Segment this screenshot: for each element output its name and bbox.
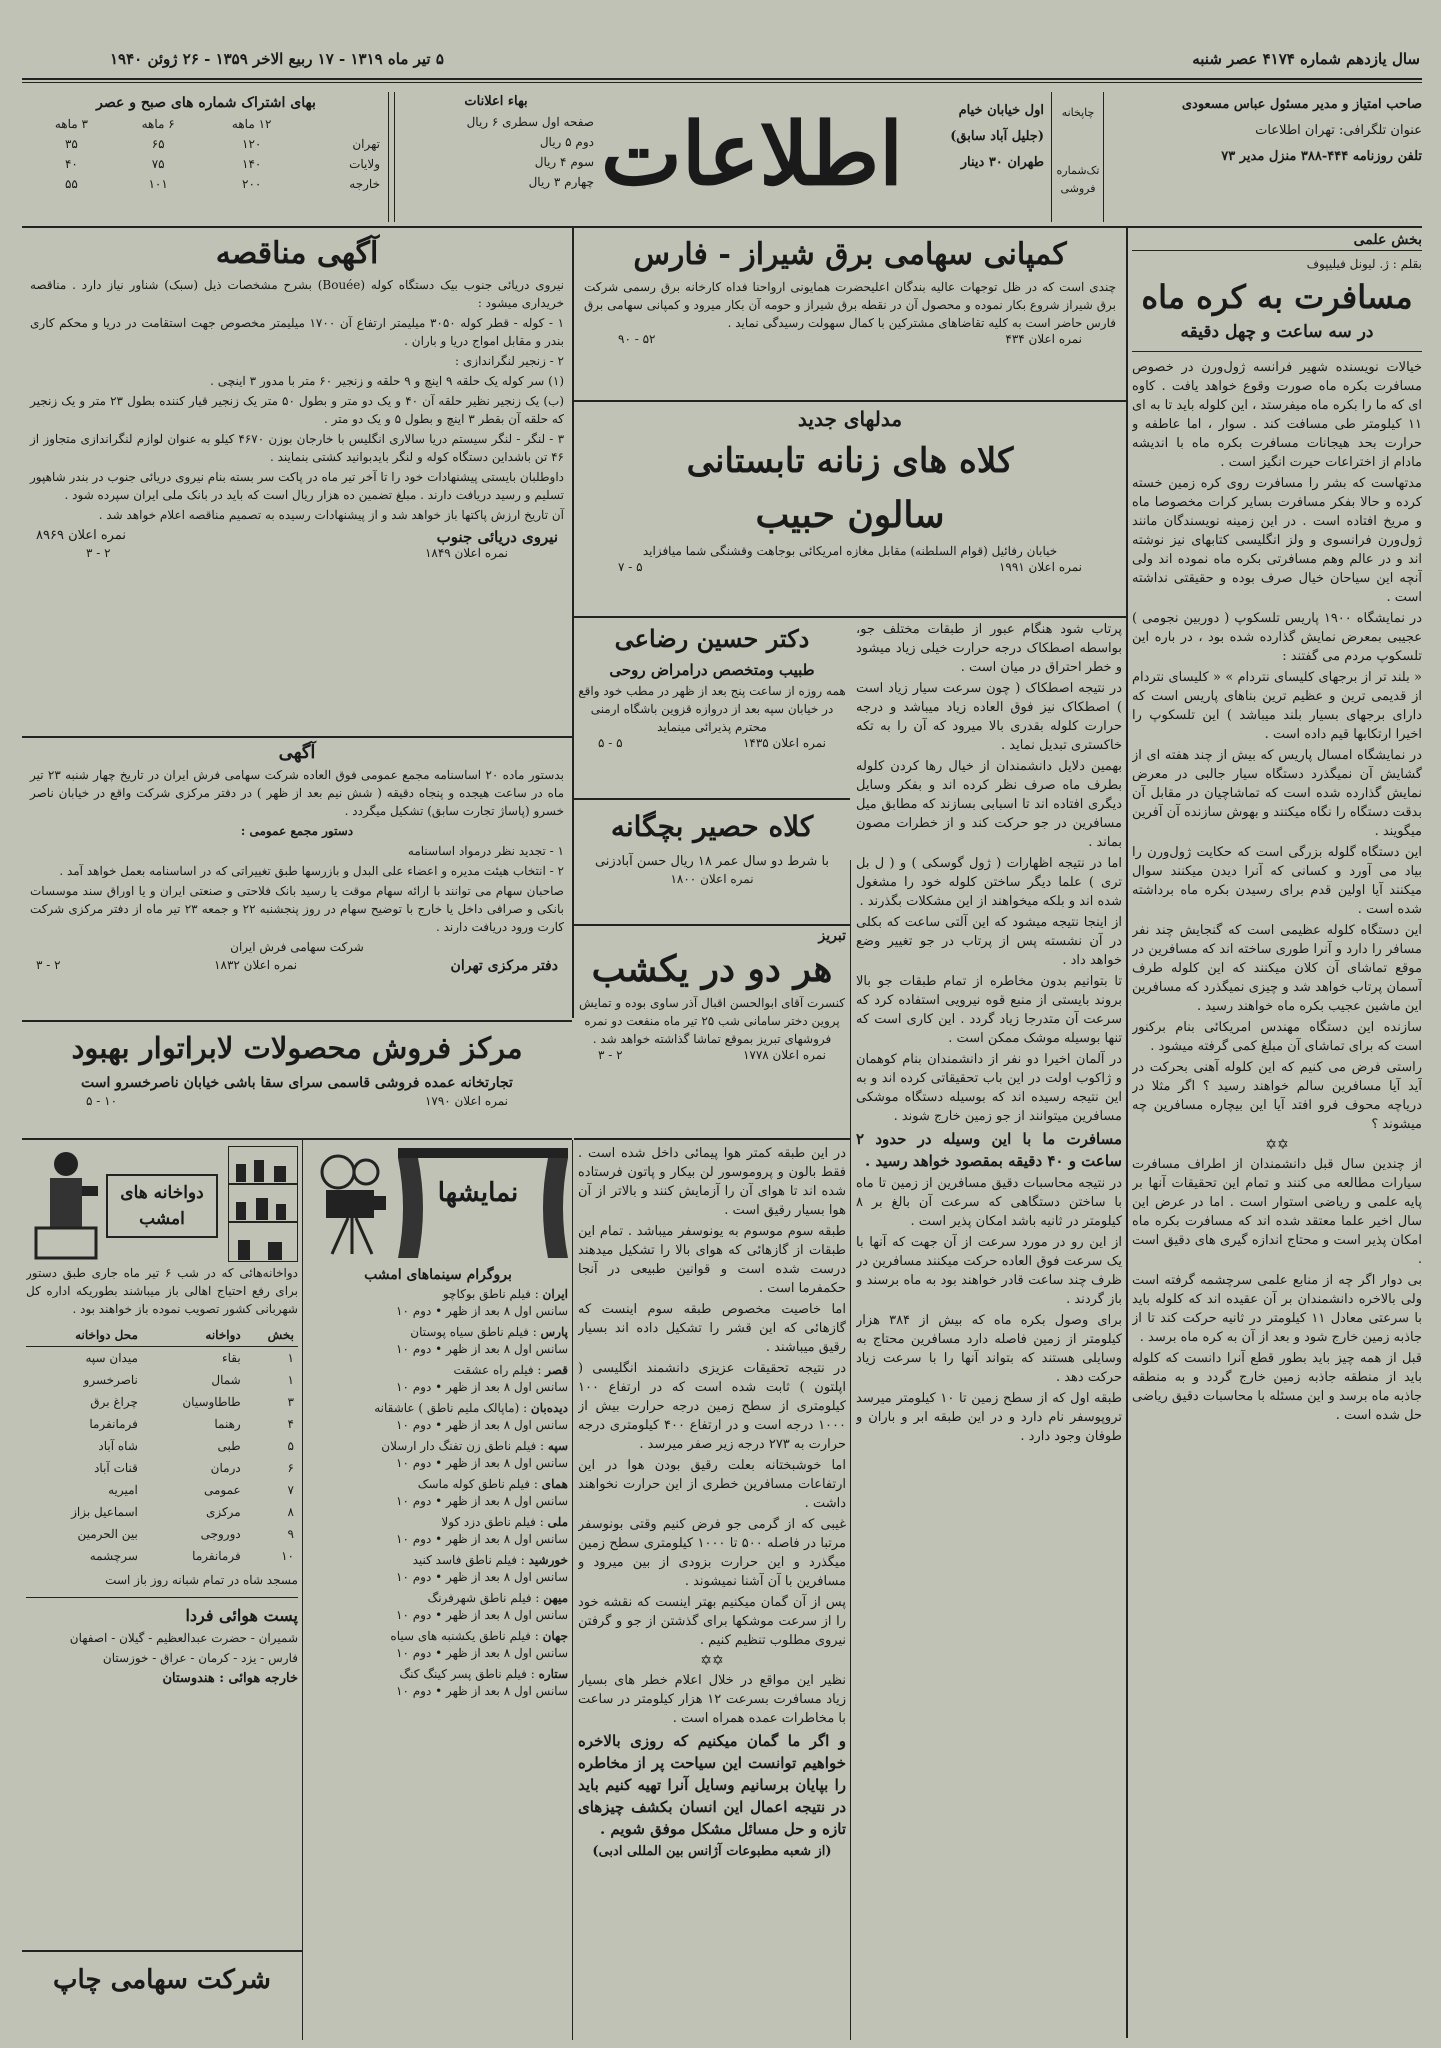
cinema-times: سانس اول ۸ بعد از ظهر • دوم ۱۰ [396,1532,568,1546]
science-byline: بقلم : ژ. لیونل فیلیپوف [1306,257,1422,271]
airmail-title: پست هوائی فردا [185,1606,298,1625]
pharmacy-district: ۱ [287,1351,294,1365]
cinema-film: فیلم ناطق سیاه پوستان [410,1325,529,1339]
projector-icon [308,1148,388,1258]
cinema-item: دیده‌بان : (ماپالک ملیم ناطق ) عاشقانه سانس اول ۸ بعد از ظهر • دوم ۱۰ [374,1401,568,1432]
pharmacy-location: چراغ برق [90,1395,138,1409]
article-paragraph: در آلمان اخیرا دو نفر از دانشمندان بنام کوهمان و ژاکوب اولت در این باب تحقیقاتی کرده اند و به این نتیجه رسیده اند که بوسیله دستگاه موشکی مسافرین میتوانند از جو زمین خارج شوند . [856,1052,1122,1124]
table-row [26,1391,298,1413]
article-paragraph: اما خاصیت مخصوص طبقه سوم اینست که گازهائی که این قشر را تشکیل داده اند بسیار رقیق میباشند . [578,1302,846,1355]
phone: تلفن روزنامه ۴۴۴-۳۸۸ منزل مدیر ۷۳ [1221,149,1422,164]
pharmacy-header: دواخانه [205,1328,241,1342]
pharmacy-district: ۷ [287,1483,294,1497]
subs-cell: ۷۵ [151,157,165,171]
table-row [26,1369,298,1391]
article-paragraph: اما خوشبختانه بعلت رقیق بودن هوا در این ارتفاعات مسافرین خطری از این حرارت نخواهند داشت . [578,1458,846,1511]
concert-seq: ۲ - ۳ [598,1048,623,1062]
lab-ad [26,1024,568,1136]
lab-title: مرکز فروش محصولات لابراتوار بهبود [71,1031,523,1065]
cinema-listings [308,1144,568,2034]
hats-number: نمره اعلان ۱۹۹۱ [998,560,1082,574]
pharmacy-district: ۹ [287,1527,294,1541]
cinema-item: ستاره : فیلم ناطق پسر کینگ کنگ سانس اول ۸ بعد از ظهر • دوم ۱۰ [396,1667,568,1698]
table-row [26,1435,298,1457]
subscription [28,92,384,194]
cinema-times: سانس اول ۸ بعد از ظهر • دوم ۱۰ [396,1456,568,1470]
table-row [26,1347,298,1370]
table-row [26,1413,298,1435]
hats-title: مدلهای جدید [797,407,903,431]
hats-salon: سالون حبیب [755,494,945,536]
science-paragraph: راستی فرض می کنیم که این کلوله آهنی بحرکت در آید آیا مسافرین سالم خواهند رسید ؟ اگر مثلا در دریاچه محوف فرو افتد آیا این بیچاره مسافرین چه میشوند ؟ [1132,1060,1422,1132]
pharmacy-district: ۶ [287,1461,294,1475]
cinema-name: میهن [543,1591,568,1605]
cinema-item: خورشید : فیلم ناطق فاسد کنید سانس اول ۸ بعد از ظهر • دوم ۱۰ [396,1553,568,1584]
subs-cell: ۵۵ [64,177,78,191]
table-row [26,1523,298,1545]
table-row [26,1545,298,1567]
cinema-film: فیلم ناطق یکشنبه های سیاه [390,1629,531,1643]
cinema-times: سانس اول ۸ بعد از ظهر • دوم ۱۰ [396,1380,568,1394]
pharmacy-table [26,1324,298,1567]
pharmacy-name: فرمانفرما [192,1549,241,1563]
dateline-right: سال یازدهم شماره ۴۱۷۴ عصر شنبه [1192,50,1420,68]
pharmacy-name: درمان [210,1461,241,1475]
pharmacy-name: طبی [217,1439,241,1453]
tender-paragraph: نیروی دریائی جنوب بیک دستگاه کوله (Bouée) بشرح مشخصات ذیل (سبک) شناور نیاز دارد . مناقصه خریداری میشود : [30,278,564,310]
tender-paragraph: ۲ - زنجیر لنگراندازی : [455,354,564,368]
article-paragraph: طبقه اول که از سطح زمین تا ۱۰ کیلومتر میرسد تروپوسفر نام دارد و در این طبقه ابر و باران و طوفان وجود دارد . [856,1391,1122,1444]
tender-ad [26,232,568,732]
straw-number: نمره اعلان ۱۸۰۰ [670,872,754,886]
notice-office: دفتر مرکزی تهران [450,958,558,974]
hats-ad [578,404,1122,614]
science-section: بخش علمی [1132,232,1422,251]
lab-number: نمره اعلان ۱۷۹۰ [424,1094,508,1108]
pharmacy-location: بین الحرمین [77,1527,138,1541]
ads-title: بهاء اعلانات [464,94,528,109]
printhouse-box [1056,104,1100,198]
article-paragraph: اما در نتیجه اظهارات ( ژول گوسکی ) و ( ل بل تری ) علما دیگر ساختن کلوله خود را مشغول شده اند و بلکه میخواهند از این مشکلات بگذرند . [856,856,1122,909]
cinema-film: فیلم راه عشقت [453,1363,534,1377]
pharmacy-name: دوروجی [200,1527,241,1541]
article-paragraph: نظیر این مواقع در خلال اعلام خطر های بسیار زیاد مسافرت بسرعت ۱۲ هزار کیلومتر در ساعت با مخاطرات عمده همراه است . [578,1673,846,1726]
science-paragraph: قبل از همه چیز باید بطور قطع آنرا دانست که کلوله باید از منطقه جاذبه زمین خارج گردد و به منطقه جاذبه ماه برسد و این مسئله با محاسبات دقیق ریاضی حل شده است . [1132,1351,1422,1423]
subs-col: ۳ ماهه [54,117,88,131]
electric-ad [578,232,1122,398]
cinema-item: قصر : فیلم راه عشقت سانس اول ۸ بعد از ظهر • دوم ۱۰ [396,1363,568,1394]
doctor-seq: ۵ - ۵ [598,736,623,750]
masthead-title: اطلاعات [600,104,904,205]
subs-col: ۶ ماهه [141,117,175,131]
science-title: مسافرت به کره ماه [1141,278,1413,316]
pharmacy-name: شمال [211,1373,241,1387]
hats-address: خیابان رفائیل (قوام السلطنه) مقابل مغازه امریکائی بوجاهت وقشنگی شما میافزاید [642,544,1058,558]
subs-cell: خارجه [349,177,380,191]
subs-cell: ۳۵ [64,137,78,151]
pharmacy-location: ناصرخسرو [83,1373,138,1387]
pharmacy-header: بخش [267,1328,294,1342]
dateline-left: ۵ تیر ماه ۱۳۱۹ - ۱۷ ربیع الاخر ۱۳۵۹ - ۲۶ ژوئن ۱۹۴۰ [110,50,444,68]
cinema-times: سانس اول ۸ بعد از ظهر • دوم ۱۰ [396,1418,568,1432]
pharmacy-name: رهنما [214,1417,241,1431]
single-copy: تک‌شماره فروشی [1056,164,1100,195]
airmail-line: فارس - یزد - کرمان - عراق - خوزستان [102,1651,298,1665]
cinema-film: فیلم ناطق شهرفرنگ [427,1591,532,1605]
subs-title: بهای اشتراک شماره های صبح و عصر [96,95,316,111]
pharmacy-name: بقاء [222,1351,241,1365]
science-paragraph: « بلند تر از برجهای کلیسای نتردام » « کلیسای نتردام از قدیمی ترین و عظیم ترین بناهای پاریس است که دارای برجهای بسیار بلند میباشد ) این تلسکوپ را اخیرا ارتکابها قیم داده است . [1132,670,1422,742]
hats-seq: ۵ - ۷ [618,560,643,574]
article-paragraph: طبقه سوم موسوم به یونوسفر میباشد . تمام این طبقات از گازهائی که هوای بالا را تشکیل میدهند درست شده است و قوانین طبیعی در آنجا حکمفرما است . [578,1224,846,1296]
cinema-item: ایران : فیلم ناطق بوکاچو سانس اول ۸ بعد از ظهر • دوم ۱۰ [396,1287,568,1318]
pharmacy-title: دواخانه های امشب [106,1174,218,1238]
table-row [26,1479,298,1501]
notice-agenda-item: ۲ - انتخاب هیئت مدیره و اعضاء علی البدل و بازرسها طبق تغییراتی که در اساسنامه بعمل خواهد آمد . [59,864,564,878]
cinema-times: سانس اول ۸ بعد از ظهر • دوم ۱۰ [396,1494,568,1508]
article-paragraph: از اینجا نتیجه میشود که این آلتی ساعت که بکلی در آن نشسته پس از پرتاب در جو تغییر وضع خواهد داد . [856,915,1122,968]
electric-number: نمره اعلان ۴۳۴ [1005,332,1082,346]
owner-box [1112,92,1422,170]
divider-stars: ✡✡ [1265,1137,1289,1153]
science-paragraph: این دستگاه کلوله عظیمی است که گنجایش چند نفر مسافر را دارد و آنرا طوری ساخته اند که مسافرین در موقع تماشای آن کلان میکنند که این کلوله طرف آسمان پرتاب خواهد شد و چیزی نمیگذرد که مسافرین این ماشین عجیب بکره ماه خواهند رسید . [1132,923,1422,1014]
price: طهران ۳۰ دینار [960,155,1044,170]
cinema-film: فیلم ناطق کوله ماسک [417,1477,530,1491]
cinema-title: نمایشها [437,1178,519,1208]
cinema-item: سپه : فیلم ناطق زن تفنگ دار ارسلان سانس اول ۸ بعد از ظهر • دوم ۱۰ [381,1439,568,1470]
cinema-times: سانس اول ۸ بعد از ظهر • دوم ۱۰ [396,1570,568,1584]
address-line2: (جلیل آباد سابق) [950,129,1044,144]
pharmacy-location: سرچشمه [89,1549,138,1563]
article-paragraph: در نتیجه محاسبات دقیق مسافرین از زمین تا ماه با ساختن دستگاهی که سرعت آن بالغ بر ۸ کیلومتر در ثانیه باشد امکان پذیر است . [856,1176,1122,1229]
subs-cell: تهران [352,137,380,151]
airmail-international: خارجه هوائی : هندوستان [162,1671,298,1686]
cinema-name: خورشید [528,1553,568,1567]
lab-body: تجارتخانه عمده فروشی قاسمی سرای سقا باشی خیابان ناصرخسرو است [81,1075,513,1091]
tender-number-2: نمره اعلان ۱۸۴۹ [424,546,508,560]
pharmacy-district: ۵ [287,1439,294,1453]
article-highlight: و اگر ما گمان میکنیم که روزی بالاخره خواهیم توانست این سیاحت پر از مخاطره را بپایان برسانیم وسایل آنرا تهیه کنیم باید در نتیجه اعمال این انسان بکشف چیزهای تازه و حل مسائل مشکل موفق شویم . [578,1732,846,1838]
notice-footer: صاحبان سهام می توانند با ارائه سهام موقت یا رسید بانک فلاحتی و صنعتی ایران و یا اوراق سند موسسات بانکی و صرافی داخل یا خارج با توضیح سهام در روز پنجشنبه ۲۲ و جمعه ۲۳ تیر ماه از دفتر مرکزی شرکت کارت ورود دریافت دارند . [30,884,564,934]
notice-seq: ۲ - ۳ [36,958,61,972]
pharmacy-name: عمومی [203,1483,241,1497]
cinema-item: ملی : فیلم ناطق دزد کولا سانس اول ۸ بعد از ظهر • دوم ۱۰ [396,1515,568,1546]
article-paragraph: در این طبقه کمتر هوا پیمائی داخل شده است . فقط بالون و پروموسور لن بیکار و پاتون فرستاده شده اند تا هوای آن را آزمایش کنند و بالاتر از آن هوا بسیار رقیق است . [578,1146,846,1218]
tender-title: آگهی مناقصه [215,236,379,271]
tender-paragraph: ۱ - کوله - قطر کوله ۳۰۵۰ میلیمتر ارتفاع آن ۱۷۰۰ میلیمتر مخصوص جهت استقامت در دریا و محکم کاری بندر و مقابل امواج دریا و باران . [30,316,565,348]
pharmacy-intro: دواخانه‌هائی که در شب ۶ تیر ماه جاری طبق دستور برای رفع احتیاج اهالی باز میباشند بطوریکه اداره کل شهربانی کشور تصویب نموده باز خواهند بود . [26,1266,298,1316]
science-paragraph: بی دوار اگر چه از منابع علمی سرچشمه گرفته است ولی بالاخره دانشمندان بر آن عقیده اند که کلوله باید با سرعتی معادل ۱۱ کیلومتر در ثانیه حرکت کند تا از جاذبه زمین خارج شود و بعد از آن به کره ماه برسد . [1132,1273,1422,1345]
pharmacy-location: قنات آباد [94,1461,138,1475]
cinema-name: ایران [542,1287,568,1301]
notice-agenda-title: دستور مجمع عمومی : [240,824,354,838]
cinema-times: سانس اول ۸ بعد از ظهر • دوم ۱۰ [396,1646,568,1660]
tender-number: نمره اعلان ۸۹۶۹ [36,528,126,543]
pharmacy-district: ۸ [287,1505,294,1519]
ads-rates [398,92,594,192]
subs-cell: ۴۰ [64,157,78,171]
article-paragraph: پرتاب شود هنگام عبور از طبقات مختلف جو، بواسطه اصطکاک درجه حرارت خیلی زیاد میشود و خطر احتراق در میان است . [856,622,1122,675]
electric-seq: ۵۲ - ۹۰ [618,332,656,346]
divider-stars: ✡✡ [700,1653,724,1669]
cinema-item: میهن : فیلم ناطق شهرفرنگ سانس اول ۸ بعد از ظهر • دوم ۱۰ [396,1591,568,1622]
doctor-number: نمره اعلان ۱۴۳۵ [742,736,826,750]
printhouse: چاپخانه [1061,106,1095,119]
pharmacy-listings [26,1144,298,1884]
cinema-item: جهان : فیلم ناطق یکشنبه های سیاه سانس اول ۸ بعد از ظهر • دوم ۱۰ [390,1629,568,1660]
cinema-subtitle: بروگرام سینماهای امشب [364,1267,512,1283]
pharmacy-district: ۱ [287,1373,294,1387]
ads-header: صفحه اول سطری ۶ ریال [466,115,594,129]
tender-paragraph: آن تاریخ ارزش پاکتها باز خواهد شد و از پیشنهادات رسیده به تصمیم مناقصه اعلام خواهد شد . [98,508,564,522]
cinema-name: سپه [547,1439,568,1453]
pharmacy-location: اسماعیل بزاز [71,1505,138,1519]
ads-row: سوم ۴ ریال [534,155,594,169]
lab-seq: ۱۰ - ۵ [86,1094,118,1108]
notice-body: بدستور ماده ۲۰ اساسنامه مجمع عمومی فوق العاده شرکت سهامی فرش ایران در تاریخ چهار شنبه ۲۳ تیر ماه در ساعت هیجده و پنجاه دقیقه ( شش نیم بعد از ظهر ) در دفتر مرکزی شرکت واقع در خیابان ناصر خسرو (پاساژ تجارت سابق) تشکیل میگردد . [30,768,564,818]
cinema-name: ملی [547,1515,568,1529]
cinema-name: قصر [545,1363,568,1377]
science-paragraph: سازنده این دستگاه مهندس امریکائی بنام برکنور است که برای تماشای آن مبلغ کمی گرفته میشود . [1132,1020,1422,1054]
science-paragraph: مدتهاست که بشر را مسافرت روی کره زمین خسته کرده و حالا بفکر مسافرت بسایر کرات مخصوصا ماه و مریخ افتاده است . در این زمینه نویسندگان مانند ژول‌ورن فرانسوی و ولز انگلیسی کتابهای نیز نوشته اند و در عالم وهم مسافرتی بکره ماه نموده اند ولی آنچه این سیاحان خیال صرف بوده و حقیقتی نداشته است . [1132,476,1422,605]
straw-hat-ad [578,802,846,922]
cinema-name: ستاره [538,1667,568,1681]
cinema-film: فیلم ناطق زن تفنگ دار ارسلان [381,1439,537,1453]
article-paragraph: غیبی که از گرمی جو فرض کنیم وقتی بونوسفر مرتبا در فاصله ۵۰۰ تا ۱۰۰۰ کیلومتری سطح زمین میگذرد و این حرارت بزودی از بین میرود و مسافرین با آن آشنا نمیشوند . [578,1517,846,1589]
science-paragraph: در نمایشگاه امسال پاریس که بیش از چند هفته ای از گشایش آن نمیگذرد دستگاه سیار جالبی در معرض نمایش گذارده شده است که تماشاچیان در مقابل آن بدقت دستگاه را نگاه میکنند و بهوش سازنده آن آفرین میگویند . [1132,748,1422,839]
printer-credit: شرکت سهامی چاپ [53,1965,271,1995]
article-source: (از شعبه مطبوعات آژانس بین المللی ادبی) [592,1844,832,1859]
doctor-specialty: طبیب ومتخصص درامراض روحی [609,661,815,679]
telegraph: عنوان تلگرافی: تهران اطلاعات [1255,123,1422,138]
science-paragraph: در نمایشگاه ۱۹۰۰ پاریس تلسکوپ ( دوربین نجومی ) عجیبی بمعرض نمایش گذارده شده بود ، در باره این تلسکوپ مردم می گفتند : [1132,611,1422,664]
notice-number: نمره اعلان ۱۸۳۲ [214,958,298,972]
ads-row: چهارم ۳ ریال [528,175,594,189]
tender-paragraph: ۳ - لنگر - لنگر سیستم دریا سالاری انگلیس با خارجان بوزن ۴۶۷۰ کیلو به عنوان لوازم لنگراندازی متجاوز از ۴۶ تن باشداین دستگاه کوله و لنگر بایدبوانید کشتی بنمایند . [30,432,565,464]
pharmacy-location: فرمانفرما [89,1417,138,1431]
pharmacy-location: امیریه [108,1483,138,1497]
article-paragraph: در نتیجه تحقیقات عزیزی دانشمند انگلیسی ( اپلتون ) ثابت شده است که در ارتفاع ۱۰۰ کیلومتری از سطح زمین درجه حرارت بیش از ۱۰۰۰ درجه است و در ارتفاع ۴۰۰ کیلومتری درجه حرارت به ۲۷۳ درجه زیر صفر میرسد . [578,1361,846,1452]
concert-body: کنسرت آقای ابوالحسن اقبال آذر ساوی بوده و تمایش پروین دختر سامانی شب ۲۵ تیر ماه منفعت دو نمره فروشهای تبریز بموقع تماشا گذاشته خواهد شد . [578,996,845,1046]
notice-ad [26,740,568,1030]
cinema-name: همای [541,1477,568,1491]
ads-row: دوم ۵ ریال [539,135,594,149]
concert-title: هر دو در یکشب [591,948,833,990]
doctor-ad [578,620,846,796]
cinema-name: جهان [542,1629,568,1643]
article-paragraph: بهمین دلایل دانشمندان از خیال رها کردن کلوله بطرف ماه صرف نظر کرده اند و بفکر وسایل دیگری افتاده اند تا اسبابی بسازند که مطابق میل مسافرین در جو حرکت کند و از خطرات مصون بماند . [856,759,1122,850]
subs-cell: ۲۰۰ [242,177,262,191]
pharmacy-name: مرکزی [205,1505,241,1519]
straw-title: کلاه حصیر بچگانه [610,810,814,843]
science-article [1132,232,1422,2032]
cinema-film: فیلم ناطق فاسد کنید [412,1553,517,1567]
article-paragraph: تا بتوانیم بدون مخاطره از تمام طبقات جو بالا بروند بایستی از منبع قوه نیرویی استفاده کرد که سرعت آن متدرجا زیاد گردد . این کاری است که تنها بوسیله موشک ممکن است . [856,974,1122,1046]
cinema-times: سانس اول ۸ بعد از ظهر • دوم ۱۰ [396,1342,568,1356]
tender-seq: ۲ - ۳ [86,546,111,560]
address-line1: اول خیابان خیام [958,103,1044,118]
science-continued-a [856,620,1122,2032]
subs-cell: ولایات [349,157,380,171]
electric-body: چندی است که در ظل توجهات عالیه بندگان اعلیحضرت همایونی ارواحنا فداه کارخانه برق رسمی شرکت برق شیراز شروع بکار نموده و محصول آن در نقطه برق شیراز و حومه آن بکار میرود و کمپانی سهامی برق فارس حاضر است به کلیه تقاضاهای مشترکین با کمال سهولت رسیدگی نماید . [584,280,1116,330]
tender-paragraph: (ب) یک زنجیر نظیر حلقه آن ۴۰ و یک دو متر و بطول ۵۰ متر یک زنجیر قیار کننده بطول ۲۳ متر و یک زنجیر که حلقه آن بقطر ۳ اینچ و بطول ۵ و یک دو متر . [30,394,565,426]
straw-body: با شرط دو سال عمر ۱۸ ریال حسن آبادزنی [594,854,830,869]
pharmacist-icon [26,1146,106,1262]
pharmacy-location: میدان سپه [85,1351,138,1365]
airmail-line: شمیران - حضرت عبدالعظیم - گیلان - اصفهان [69,1631,298,1645]
electric-title: کمپانی سهامی برق شیراز - فارس [633,237,1067,272]
cinema-times: سانس اول ۸ بعد از ظهر • دوم ۱۰ [396,1684,568,1698]
masthead-block [22,84,1422,234]
cinema-film: (ماپالک ملیم ناطق ) عاشقانه [374,1401,520,1415]
article-highlight: مسافرت ما با این وسیله در حدود ۲ ساعت و ۴۰ دقیقه بمقصود خواهد رسید . [856,1130,1122,1170]
subs-cell: ۱۴۰ [242,157,262,171]
concert-number: نمره اعلان ۱۷۷۸ [742,1048,826,1062]
science-continued-b [578,1144,846,2034]
cinema-film: فیلم ناطق دزد کولا [441,1515,536,1529]
article-paragraph: از این رو در مورد سرعت از آن جهت که آنها با یک سرعت فوق العاده حرکت میکنند مسافرین در ظرف چند ساعت قادر خواهند بود به ماه برسند و باز گردند . [856,1235,1122,1307]
tender-paragraph: (۱) سر کوله یک حلقه ۹ اینچ و ۹ حلقه و زنجیر ۶۰ متر با مدور ۳ اینچی . [210,374,564,388]
pharmacy-header: محل دواخانه [75,1328,138,1342]
science-paragraph: خیالات نویسنده شهیر فرانسه ژول‌ورن در خصوص مسافرت بکره ماه صورت وقوع خواهد یافت . کاوه ای که ما را بکره ماه میفرستد ، این کلوله باید تا به ای ۱۱ کیلومتر طی مسافت کند . سوار ، اما عاطفه و حرارت بحد هیجانات مسافرت بکره ماه با اندیشه مادام از اختراعات حیرت انگیز است . [1132,360,1422,470]
subs-cell: ۱۲۰ [242,137,262,151]
table-row [26,1457,298,1479]
tender-signature: نیروی دریائی جنوب [436,528,558,546]
subs-table [28,114,384,194]
tender-paragraph: داوطلبان بایستی پیشنهادات خود را تا آخر تیر ماه در پاکت سر بسته بنام نیروی دریائی جنوب در بندر شاهپور تسلیم و رسید دریافت دارند . مبلغ تضمین ده هزار ریال است که باید در بانک ملی ایران سپرده شود . [30,470,564,502]
pharmacy-district: ۴ [287,1417,294,1431]
subs-cell: ۶۵ [151,137,165,151]
notice-company: شرکت سهامی فرش ایران [230,940,364,954]
cinema-film: فیلم ناطق بوکاچو [442,1287,531,1301]
article-paragraph: برای وصول بکره ماه که بیش از ۳۸۴ هزار کیلومتر از زمین فاصله دارد مسافرین محتاج به وسایلی هستند که بتواند آنها را با سرعت زیاد حرکت دهد . [856,1313,1122,1385]
science-subtitle: در سه ساعت و چهل دقیقه [1180,322,1374,342]
notice-title: آگهی [278,742,316,763]
table-row [26,1501,298,1523]
owner: صاحب امتیاز و مدیر مسئول عباس مسعودی [1181,97,1422,112]
cinema-item: پارس : فیلم ناطق سیاه پوستان سانس اول ۸ بعد از ظهر • دوم ۱۰ [396,1325,568,1356]
cinema-name: پارس [540,1325,568,1339]
hats-heading: کلاه های زنانه تابستانی [686,441,1014,481]
article-paragraph: در نتیجه اصطکاک ( چون سرعت سیار زیاد است ) اصطکاک نیز فوق العاده زیاد میباشد و درجه حرارت کلوله بقدری بالا میرود که آن را به تکه خاکستری تبدیل نماید . [856,681,1122,753]
concert-ad [578,928,846,1136]
pharmacy-district: ۳ [287,1395,294,1409]
cinema-times: سانس اول ۸ بعد از ظهر • دوم ۱۰ [396,1304,568,1318]
cinema-item: همای : فیلم ناطق کوله ماسک سانس اول ۸ بعد از ظهر • دوم ۱۰ [396,1477,568,1508]
notice-agenda-item: ۱ - تجدید نظر درمواد اساسنامه [407,844,564,858]
cinema-times: سانس اول ۸ بعد از ظهر • دوم ۱۰ [396,1608,568,1622]
science-paragraph: این دستگاه گلوله بزرگی است که حکایت ژول‌ورن را بیاد می آورد و کسانی که آنرا دیدن میکنند سوال میکنند آیا اولین قدم برای رسیدن بکره ماه برداشته شده است . [1132,845,1422,917]
cinema-film: فیلم ناطق پسر کینگ کنگ [399,1667,527,1681]
subs-cell: ۱۰۱ [148,177,168,191]
pharmacy-note: مسجد شاه در تمام شبانه روز باز است [105,1573,298,1587]
article-paragraph: پس از آن گمان میکنیم بهتر اینست که نقشه خود را از سرعت موشکها برای گذشتن از جو و گرفتن نیروی مطلوب تنظیم کنیم . [578,1595,846,1648]
subs-col: ۱۲ ماهه [231,117,272,131]
pharmacy-location: شاه آباد [98,1439,138,1453]
science-paragraph: از چندین سال قبل دانشمندان از اطراف مسافرت سیارات مطالعه می کنند و تمام این تحقیقات آنها بر پایه علمی و ریاضی استوار است . اما در عرض این سال اخیر علما معتقد شده اند که مسافرت بکره ماه امکان پذیر است و محتاج اندازه گیری های دقیق است . [1132,1157,1422,1267]
medicine-shelf-icon [228,1146,298,1262]
cinema-name: دیده‌بان [530,1401,568,1415]
pharmacy-name: طاطاوسیان [182,1395,241,1409]
doctor-body: همه روزه از ساعت پنج بعد از ظهر در مطب خود واقع در خیابان سپه بعد از دروازه قزوین باشگاه ارمنی محترم پذیرائی مینماید [578,684,846,734]
pharmacy-district: ۱۰ [281,1549,294,1563]
doctor-name: دکتر حسین رضاعی [614,624,810,653]
concert-city: تبریز [818,928,846,944]
